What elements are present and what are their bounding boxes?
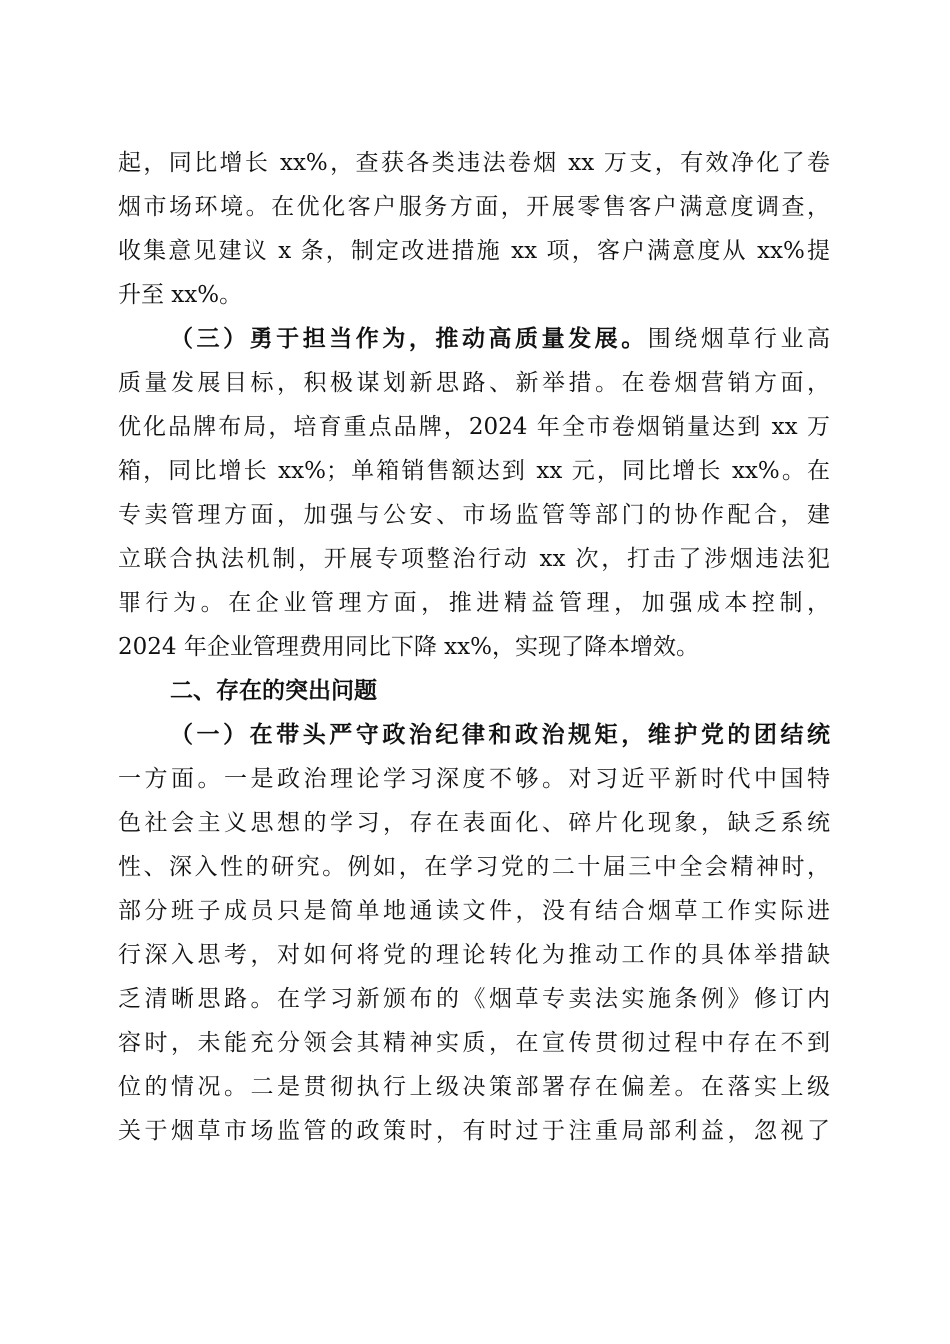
paragraph-line: 乏清晰思路。在学习新颁布的《烟草专卖法实施条例》修订内 (118, 986, 830, 1012)
paragraph-line: 优化品牌布局，培育重点品牌，2024 年全市卷烟销量达到 xx 万 (118, 414, 830, 440)
paragraph-line: 升至 xx%。 (118, 282, 243, 308)
paragraph-line: 专卖管理方面，加强与公安、市场监管等部门的协作配合，建 (118, 502, 830, 528)
paragraph-line: 部分班子成员只是简单地通读文件，没有结合烟草工作实际进 (118, 898, 830, 924)
paragraph-line: 起，同比增长 xx%，查获各类违法卷烟 xx 万支，有效净化了卷 (118, 150, 830, 176)
paragraph-line: 箱，同比增长 xx%；单箱销售额达到 xx 元，同比增长 xx%。在 (118, 458, 830, 484)
paragraph-line: 性、深入性的研究。例如，在学习党的二十届三中全会精神时， (118, 854, 830, 880)
section-heading: 二、存在的突出问题 (170, 678, 377, 704)
paragraph-first-line: （一）在带头严守政治纪律和政治规矩，维护党的团结统 (170, 722, 830, 748)
paragraph-line: 一方面。一是政治理论学习深度不够。对习近平新时代中国特 (118, 766, 830, 792)
paragraph-line: 色社会主义思想的学习，存在表面化、碎片化现象，缺乏系统 (118, 810, 830, 836)
paragraph-line: 烟市场环境。在优化客户服务方面，开展零售客户满意度调查， (118, 194, 830, 220)
paragraph-first-line (170, 319, 830, 359)
paragraph-text: 围绕烟草行业高 (647, 326, 830, 352)
paragraph-line: 罪行为。在企业管理方面，推进精益管理，加强成本控制， (118, 590, 830, 616)
paragraph-line: 立联合执法机制，开展专项整治行动 xx 次，打击了涉烟违法犯 (118, 546, 830, 572)
paragraph-line: 2024 年企业管理费用同比下降 xx%，实现了降本增效。 (118, 634, 699, 660)
paragraph-bold-lead: （三）勇于担当作为，推动高质量发展。 (170, 326, 648, 352)
paragraph-line: 位的情况。二是贯彻执行上级决策部署存在偏差。在落实上级 (118, 1074, 830, 1100)
paragraph-line: 容时，未能充分领会其精神实质，在宣传贯彻过程中存在不到 (118, 1030, 830, 1056)
paragraph-line: 质量发展目标，积极谋划新思路、新举措。在卷烟营销方面， (118, 370, 830, 396)
paragraph-line: 行深入思考，对如何将党的理论转化为推动工作的具体举措缺 (118, 942, 830, 968)
paragraph-line: 收集意见建议 x 条，制定改进措施 xx 项，客户满意度从 xx%提 (118, 238, 830, 264)
paragraph-line: 关于烟草市场监管的政策时，有时过于注重局部利益，忽视了 (118, 1118, 830, 1144)
